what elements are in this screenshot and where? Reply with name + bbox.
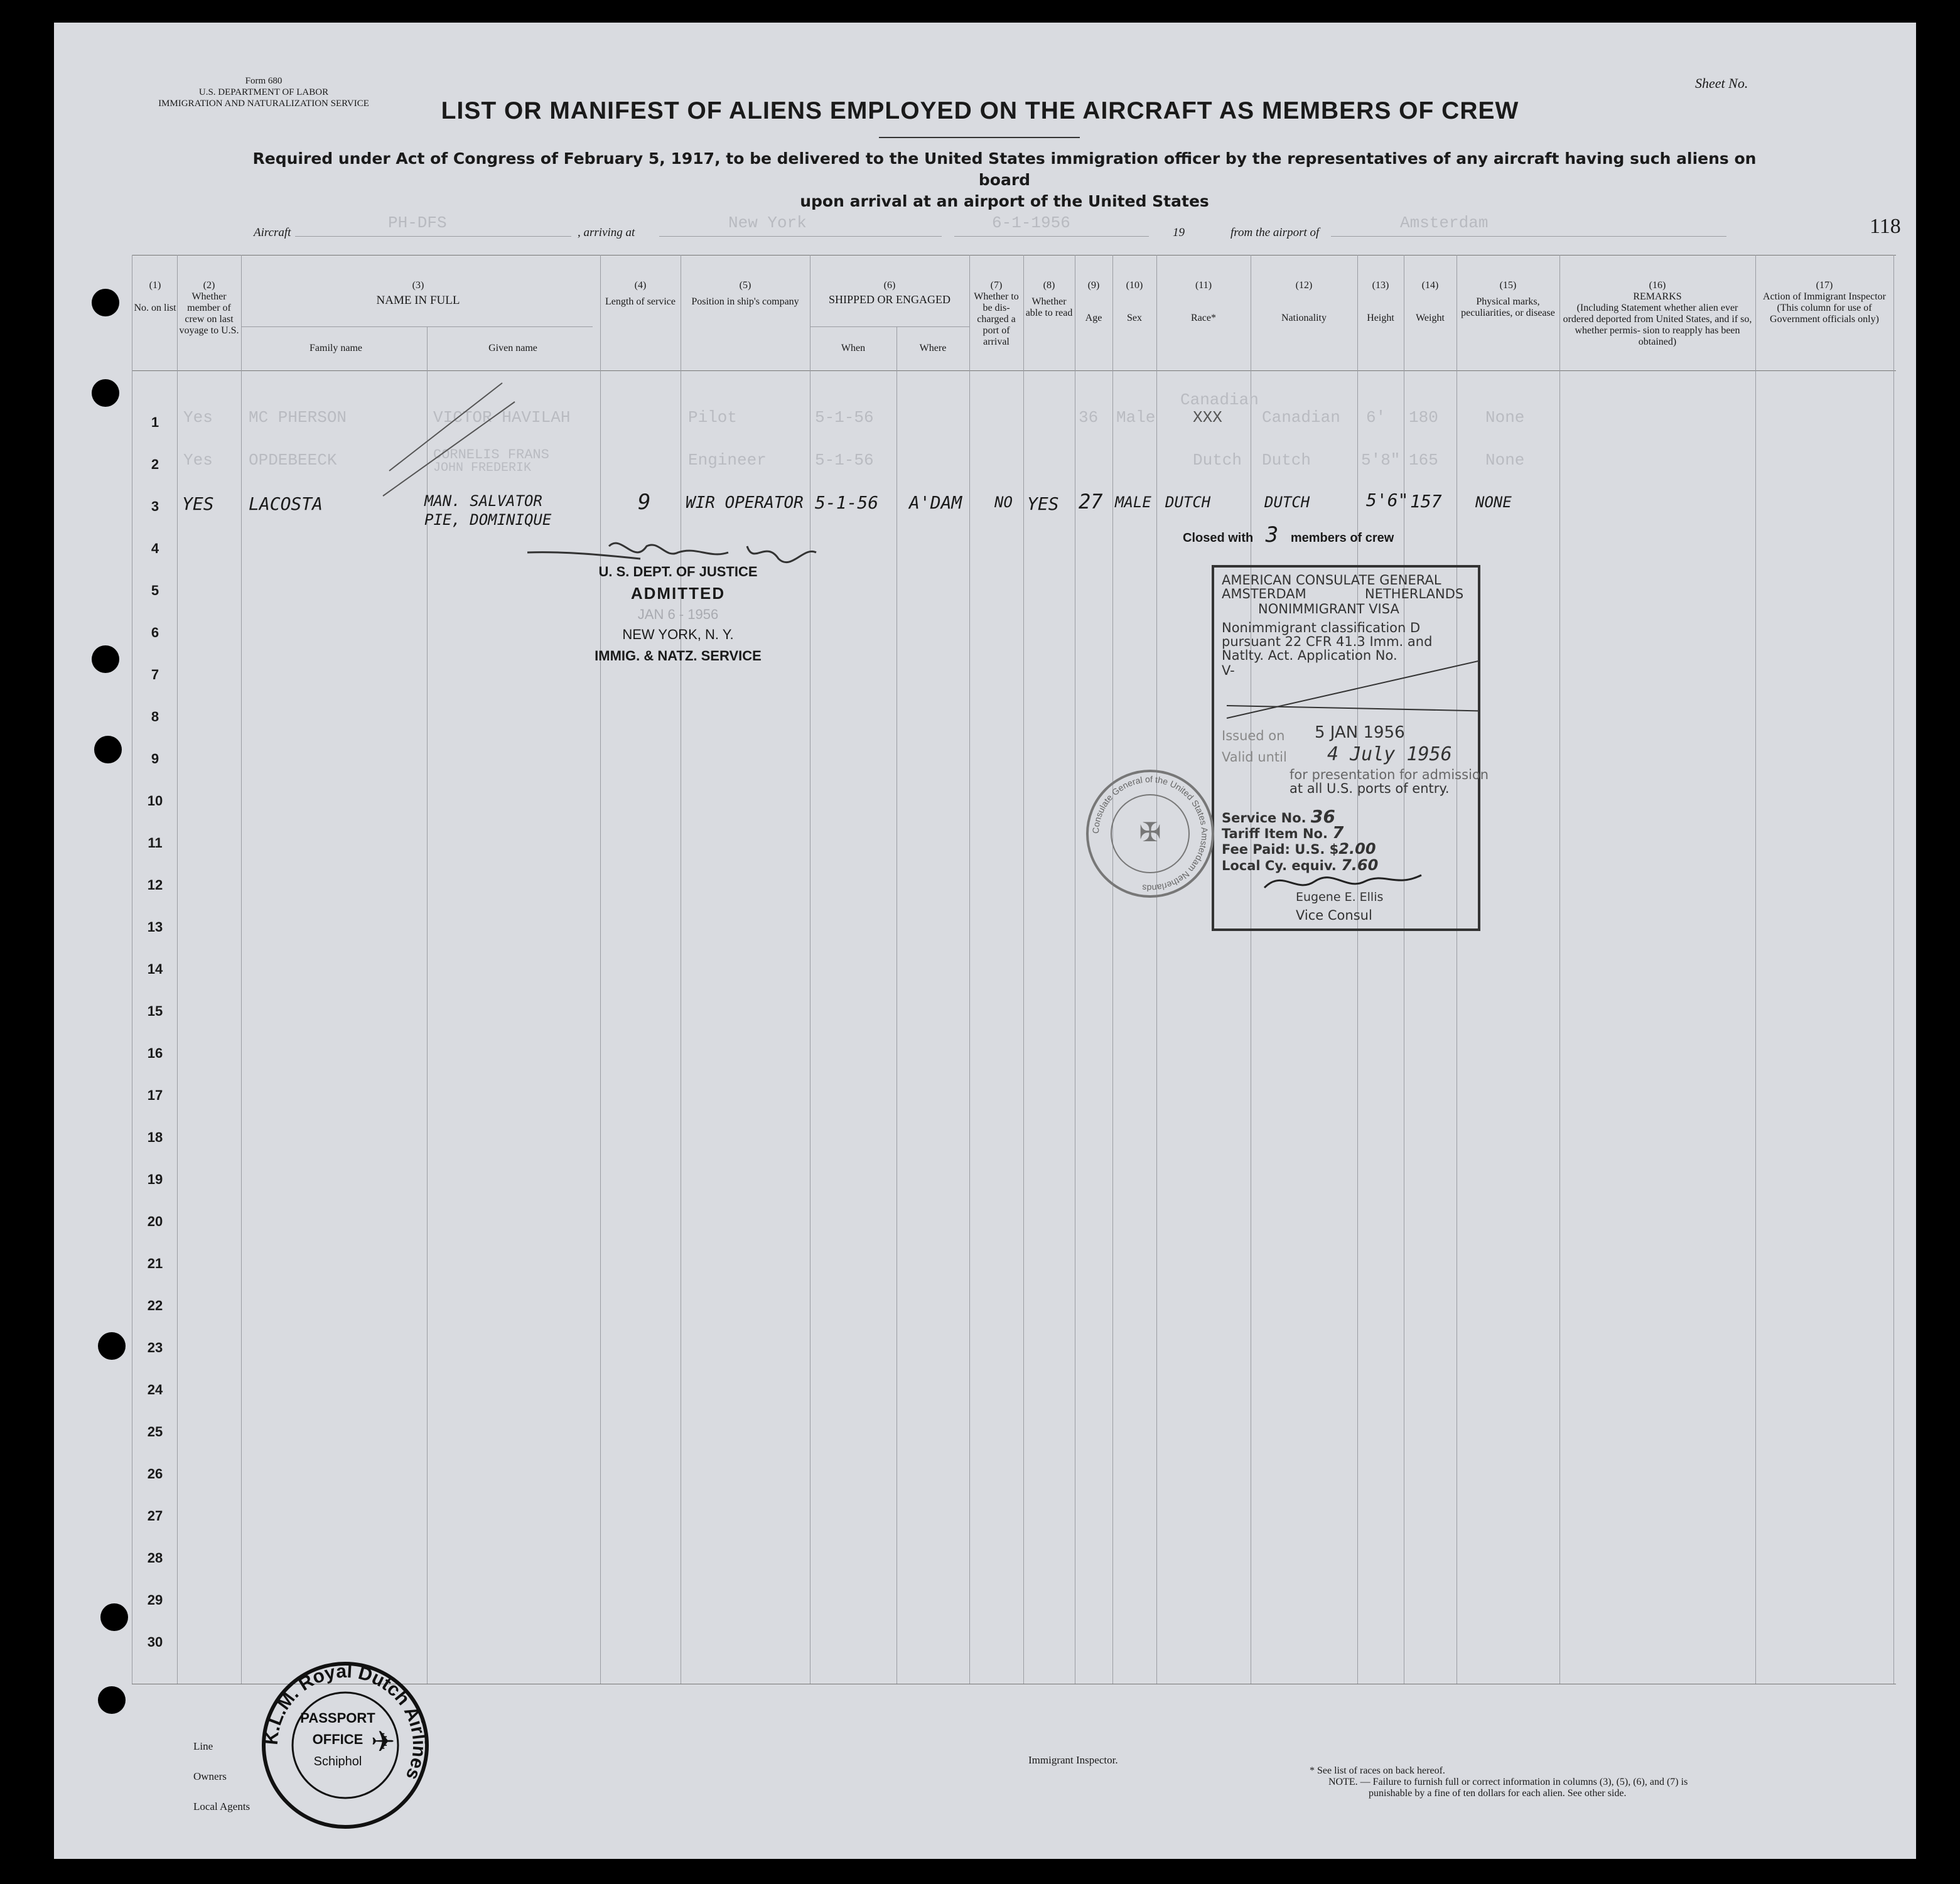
- r2-shipped-when: 5-1-56: [815, 451, 874, 470]
- admitted-stamp-title: ADMITTED: [630, 584, 726, 603]
- row-number: 27: [147, 1508, 163, 1524]
- from-label: from the airport of: [1230, 226, 1320, 239]
- r3-race: DUTCH: [1165, 493, 1211, 511]
- row-number: 29: [147, 1592, 163, 1608]
- row-number: 22: [147, 1298, 163, 1313]
- page-number: 118: [1870, 215, 1901, 238]
- r3-nationality: DUTCH: [1264, 493, 1310, 511]
- r3-discharged: NO: [994, 493, 1013, 511]
- col-4-header: (4) Length of service: [605, 280, 676, 307]
- row-number: 6: [151, 625, 159, 640]
- from-underline: [1331, 236, 1726, 237]
- r1-shipped-when: 5-1-56: [815, 408, 874, 427]
- r2-crew-last-voyage: Yes: [183, 451, 213, 470]
- row-number: 25: [147, 1424, 163, 1440]
- footer-line-label: Line: [193, 1740, 213, 1752]
- subtitle-line-2: upon arrival at an airport of the United States: [800, 192, 1209, 210]
- r3-given-name: MAN. SALVATOR: [424, 492, 542, 510]
- col-divider: [427, 326, 428, 1684]
- closed-with-note: Closed with 3 members of crew: [1183, 522, 1394, 547]
- r3-shipped-where: A'DAM: [909, 492, 962, 513]
- row-number: 3: [151, 498, 159, 514]
- r2-physical-marks: None: [1485, 451, 1525, 470]
- col-2-header: (2) Whether member of crew on last voyage to U.S.: [179, 280, 239, 336]
- row-number: 9: [151, 751, 159, 767]
- r1-race: XXX: [1193, 408, 1222, 427]
- year-label: 19: [1173, 226, 1185, 239]
- page-title: LIST OR MANIFEST OF ALIENS EMPLOYED ON THE AIRCRAFT AS MEMBERS OF CREW: [441, 97, 1519, 124]
- footer-inspector-label: Immigrant Inspector.: [1028, 1754, 1118, 1766]
- r3-physical-marks: NONE: [1475, 493, 1512, 511]
- table-header-rule: [132, 370, 1896, 371]
- col-7-header: (7) Whether to be dis- charged a port of arrival: [974, 280, 1019, 347]
- table-top-rule: [132, 255, 1896, 256]
- row-number: 20: [147, 1214, 163, 1229]
- r2-weight: 165: [1409, 451, 1438, 470]
- row-number: 28: [147, 1550, 163, 1566]
- punch-hole: [92, 379, 119, 407]
- col-3-header: (3) NAME IN FULL: [376, 280, 460, 307]
- row-number: 11: [148, 835, 163, 851]
- col-13-header: (13) Height: [1367, 280, 1394, 323]
- row-number: 7: [151, 667, 159, 682]
- r1-sex: Male: [1116, 408, 1156, 427]
- col-11-header: (11) Race*: [1191, 280, 1216, 323]
- col-divider: [1357, 255, 1358, 1684]
- arriving-value: New York: [728, 213, 807, 232]
- row-number: 13: [147, 919, 163, 935]
- r3-weight: 157: [1410, 491, 1442, 512]
- row-number: 26: [147, 1466, 163, 1482]
- admitted-stamp-dept: U. S. DEPT. OF JUSTICE: [598, 564, 758, 579]
- r3-crew-last-voyage: YES: [182, 493, 214, 514]
- r3-given-name-2: PIE, DOMINIQUE: [424, 511, 552, 529]
- col-14-header: (14) Weight: [1416, 280, 1445, 323]
- r1-physical-marks: None: [1485, 408, 1525, 427]
- col-divider: [600, 255, 601, 1684]
- row-number: 2: [151, 456, 159, 472]
- form-department: U.S. DEPARTMENT OF LABOR: [198, 87, 329, 97]
- col-10-header: (10) Sex: [1126, 280, 1143, 323]
- col-divider: [969, 255, 970, 1684]
- r1-height: 6': [1366, 408, 1386, 427]
- footer-agents-label: Local Agents: [193, 1801, 250, 1812]
- col-16-header: (16) REMARKS (Including Statement whether alien ever ordered deported from United States, and if so, whether permis- sion to reapply has been obtained): [1563, 280, 1752, 347]
- arriving-label: , arriving at: [578, 226, 635, 239]
- r3-height: 5'6": [1366, 490, 1409, 510]
- subtitle: [239, 148, 1770, 212]
- r3-age: 27: [1079, 490, 1103, 514]
- col-6-header: (6) SHIPPED OR ENGAGED: [828, 280, 950, 306]
- r2-height: 5'8": [1361, 451, 1401, 470]
- footer-note-3: punishable by a fine of ten dollars for each alien. See other side.: [1369, 1788, 1627, 1799]
- col-divider: [1112, 255, 1113, 1684]
- col-divider: [1755, 255, 1756, 1684]
- r1-position: Pilot: [688, 408, 738, 427]
- name-subheader-rule: [241, 326, 593, 327]
- admitted-stamp-place: NEW YORK, N. Y.: [622, 627, 734, 642]
- row-number: 17: [147, 1087, 163, 1103]
- aircraft-value: PH-DFS: [388, 213, 447, 232]
- sheet-no-label: Sheet No.: [1695, 75, 1748, 91]
- r1-crew-last-voyage: Yes: [183, 408, 213, 427]
- r1-race-note: Canadian: [1180, 390, 1259, 409]
- date-underline: [954, 236, 1149, 237]
- svg-text:PASSPORT: PASSPORT: [300, 1710, 375, 1726]
- svg-text:OFFICE: OFFICE: [312, 1731, 363, 1747]
- from-value: Amsterdam: [1400, 213, 1489, 232]
- klm-passport-stamp: [257, 1657, 433, 1833]
- svg-text:Schiphol: Schiphol: [313, 1755, 362, 1768]
- row-number: 24: [147, 1382, 163, 1397]
- svg-text:✈: ✈: [370, 1726, 396, 1758]
- svg-text:✠: ✠: [1139, 819, 1161, 848]
- punch-hole: [92, 645, 119, 673]
- row-number: 19: [147, 1171, 163, 1187]
- form-number: Form 680: [245, 76, 283, 86]
- aircraft-label: Aircraft: [254, 226, 291, 239]
- col-12-header: (12) Nationality: [1281, 280, 1327, 323]
- form-service: IMMIGRATION AND NATURALIZATION SERVICE: [158, 99, 369, 109]
- row-number: 18: [147, 1129, 163, 1145]
- col-8-header: (8) Whether able to read: [1025, 280, 1073, 318]
- col-divider: [177, 255, 178, 1684]
- row-number: 4: [151, 541, 159, 556]
- punch-hole: [100, 1603, 128, 1631]
- r2-family-name: OPDEBEECK: [249, 451, 337, 470]
- r3-able-to-read: YES: [1027, 493, 1059, 514]
- punch-hole: [92, 289, 119, 316]
- aircraft-underline: [295, 236, 571, 237]
- subtitle-line-1: Required under Act of Congress of February 5, 1917, to be delivered to the United States immigration officer by the representatives of any aircraft having such aliens on board: [252, 149, 1757, 189]
- r2-race: Dutch: [1193, 451, 1242, 470]
- r1-family-name: MC PHERSON: [249, 408, 347, 427]
- row-number: 1: [151, 414, 159, 430]
- r2-given-name: CORNELIS FRANS: [433, 447, 549, 463]
- svg-text:Consulate General of the Unite: Consulate General of the United States Amsterdam Netherlands: [1090, 773, 1210, 894]
- col-15-header: (15) Physical marks, peculiarities, or disease: [1461, 280, 1555, 318]
- footer-note-1: * See list of races on back hereof.: [1310, 1765, 1445, 1776]
- date-value: 6-1-1956: [992, 213, 1070, 232]
- col-divider: [1893, 255, 1894, 1684]
- row-number: 16: [147, 1045, 163, 1061]
- punch-hole: [98, 1332, 126, 1360]
- col-5-header: (5) Position in ship's company: [691, 280, 799, 307]
- col-3-family-header: Family name: [310, 343, 362, 353]
- row-number: 15: [147, 1003, 163, 1019]
- col-1-header: (1) No. on list: [134, 280, 176, 313]
- row-number: 5: [151, 583, 159, 598]
- col-divider: [1559, 255, 1560, 1684]
- punch-hole: [94, 736, 122, 763]
- footer-note-2: NOTE. — Failure to furnish full or correct information in columns (3), (5), (6), and (7) is: [1328, 1777, 1688, 1787]
- title-divider: [879, 137, 1080, 138]
- strike-marks: [352, 377, 540, 502]
- row-number: 21: [147, 1256, 163, 1271]
- row-number: 8: [151, 709, 159, 724]
- col-divider: [1156, 255, 1157, 1684]
- col-6-where-header: Where: [919, 343, 947, 353]
- r2-position: Engineer: [688, 451, 767, 470]
- col-divider: [241, 255, 242, 1684]
- footer-owners-label: Owners: [193, 1770, 227, 1782]
- col-divider: [1023, 255, 1024, 1684]
- r2-nationality: Dutch: [1262, 451, 1311, 470]
- r1-given-name: VICTOR HAVILAH: [433, 408, 571, 427]
- row-number: 10: [147, 793, 163, 809]
- r1-age: 36: [1079, 408, 1099, 427]
- r2-given-name-2: JOHN FREDERIK: [433, 461, 532, 475]
- r3-length-of-service: 9: [638, 490, 651, 515]
- col-17-header: (17) Action of Immigrant Inspector (This column for use of Government officials only): [1763, 280, 1886, 325]
- col-9-header: (9) Age: [1085, 280, 1102, 323]
- svg-text:K.L.M. Royal Dutch Airlines: K.L.M. Royal Dutch Airlines: [261, 1661, 430, 1784]
- visa-stamp: AMERICAN CONSULATE GENERAL AMSTERDAM NETHERLANDS NONIMMIGRANT VISA Nonimmigrant classification D pursuant 22 CFR 41.3 Imm. and Natlty. Act. Application No. V- Issued on 5 JAN 1956 Valid until 4 July 1956 for presentation for admission at all U.S. ports of entry. Service No. 36 Tariff Item No. 7 Fee Paid: U.S. $2.00 Local Cy. equiv. 7.60 Eugene E. Ellis Vice Consul: [1212, 565, 1480, 931]
- arriving-underline: [659, 236, 942, 237]
- consul-signature: [1258, 863, 1446, 900]
- consulate-seal: [1081, 765, 1219, 903]
- row-number: 30: [147, 1634, 163, 1650]
- col-3-given-header: Given name: [488, 343, 537, 353]
- r1-weight: 180: [1409, 408, 1438, 427]
- r3-shipped-when: 5-1-56: [815, 492, 879, 513]
- admitted-stamp-date: JAN 6 - 1956: [637, 606, 719, 622]
- punch-hole: [98, 1686, 126, 1714]
- r3-family-name: LACOSTA: [249, 493, 323, 514]
- shipped-subheader-rule: [810, 326, 969, 327]
- r3-sex: MALE: [1115, 493, 1151, 511]
- row-number: 12: [147, 877, 163, 893]
- col-6-when-header: When: [841, 343, 866, 353]
- row-number: 14: [147, 961, 163, 977]
- row-number: 23: [147, 1340, 163, 1355]
- r1-nationality: Canadian: [1262, 408, 1340, 427]
- r3-position: WIR OPERATOR: [686, 493, 804, 512]
- admitted-stamp-service: IMMIG. & NATZ. SERVICE: [595, 648, 762, 664]
